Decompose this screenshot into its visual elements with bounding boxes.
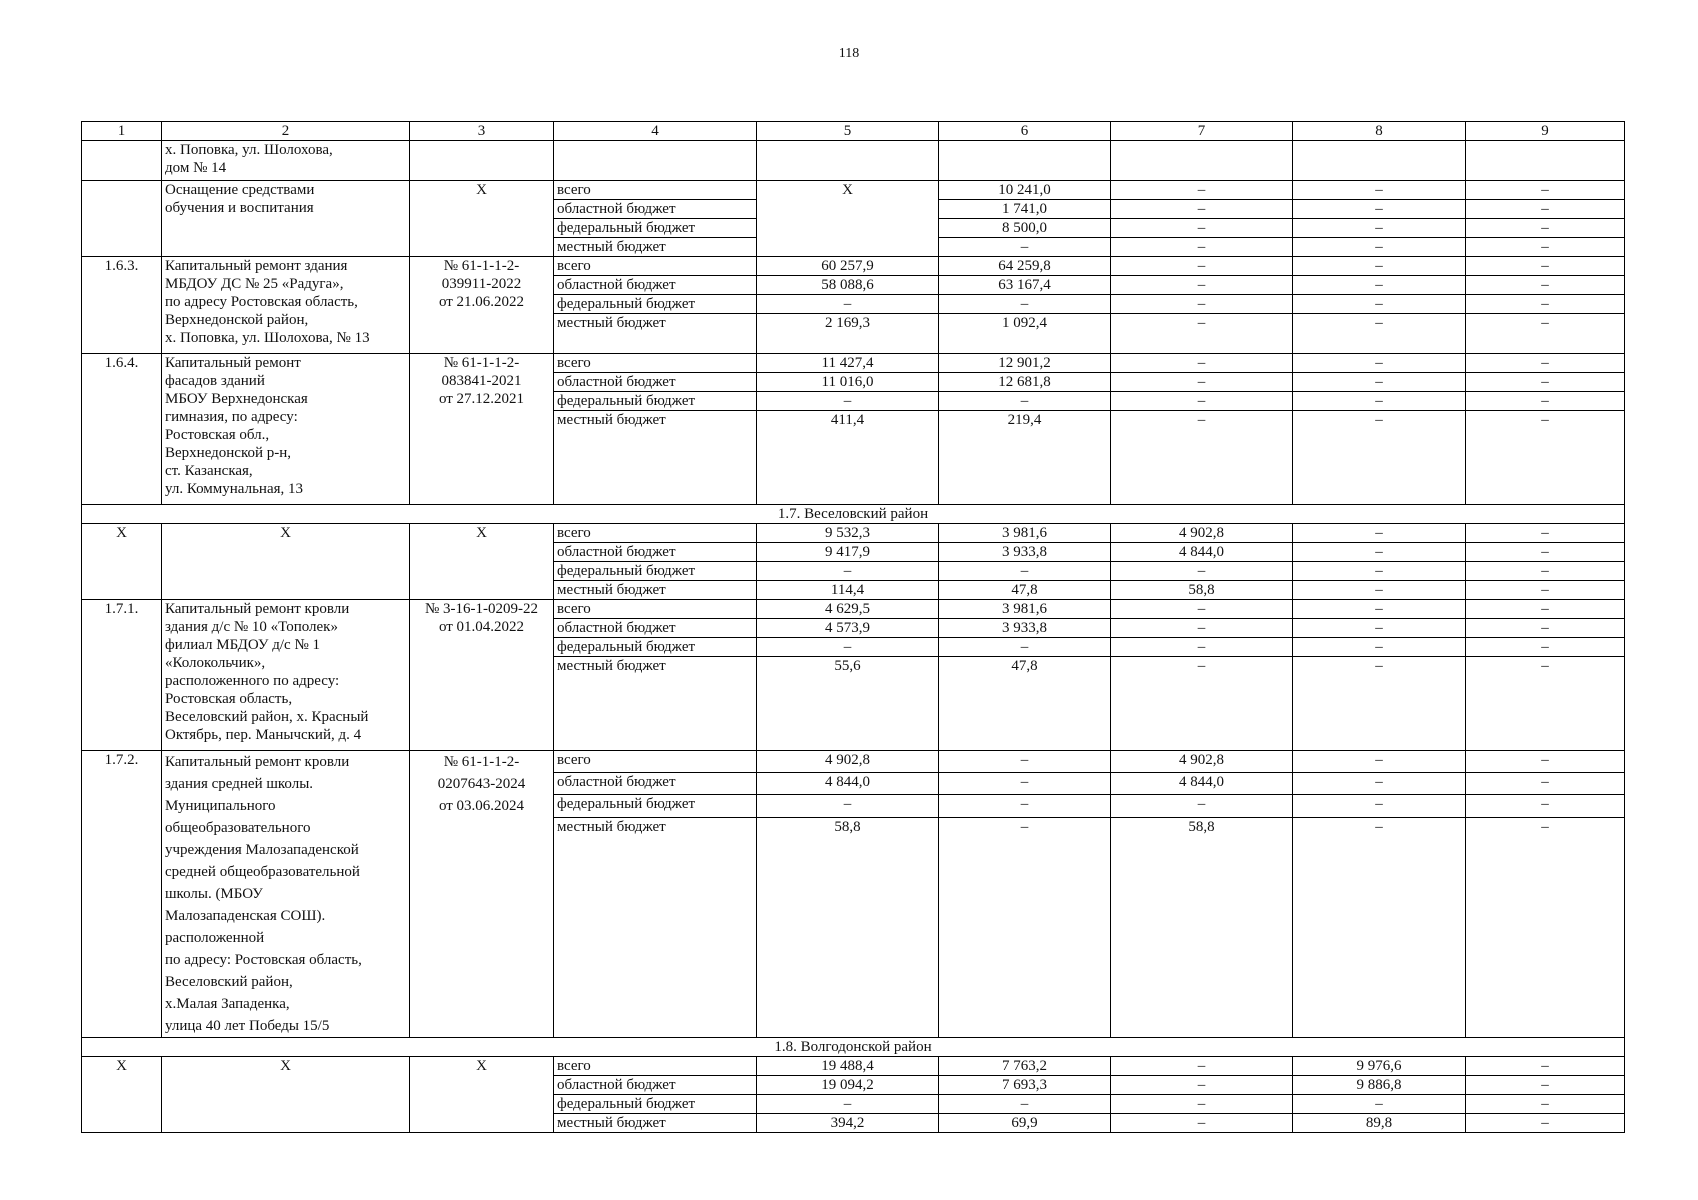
value-cell: – [1111, 795, 1293, 817]
object-name-cell: Капитальный ремонт кровли здания д/с № 10 «Тополек» филиал МБДОУ д/с № 1 «Колокольчик», расположенного по адресу: Ростовская область, Веселовский район, х. Красный Октябрь, пер. Манычский, д. 4 [162, 600, 410, 751]
value-cell: – [1466, 411, 1625, 505]
value-cell: – [939, 392, 1111, 411]
document-cell: № 61-1-1-2- 0207643-2024 от 03.06.2024 [410, 751, 554, 1038]
value-cell: – [1111, 257, 1293, 276]
value-cell: 60 257,9 [757, 257, 939, 276]
value-cell: – [1111, 600, 1293, 619]
value-cell: – [1293, 373, 1466, 392]
value-cell: 19 488,4 [757, 1057, 939, 1076]
value-cell: – [1111, 1076, 1293, 1095]
value-cell: – [939, 238, 1111, 257]
value-cell: – [1466, 314, 1625, 354]
value-cell: – [1111, 200, 1293, 219]
value-cell: – [1466, 524, 1625, 543]
value-cell: 219,4 [939, 411, 1111, 505]
value-cell: 63 167,4 [939, 276, 1111, 295]
value-cell: 47,8 [939, 657, 1111, 751]
value-cell: 58,8 [1111, 817, 1293, 1037]
budget-label-regional: областной бюджет [554, 1076, 757, 1095]
budget-label-regional: областной бюджет [554, 276, 757, 295]
value-cell: 47,8 [939, 581, 1111, 600]
value-cell: – [1111, 314, 1293, 354]
value-cell: – [1466, 543, 1625, 562]
value-cell: 9 532,3 [757, 524, 939, 543]
row-number-cell [82, 141, 162, 181]
value-cell: 58 088,6 [757, 276, 939, 295]
value-cell: 9 976,6 [1293, 1057, 1466, 1076]
budget-label-local: местный бюджет [554, 657, 757, 751]
budget-label-local: местный бюджет [554, 581, 757, 600]
value-cell: 19 094,2 [757, 1076, 939, 1095]
value-cell: – [1111, 562, 1293, 581]
value-cell: 4 844,0 [1111, 543, 1293, 562]
value-cell: – [1293, 238, 1466, 257]
table-body [82, 122, 1625, 1133]
budget-label-cell [554, 141, 757, 181]
value-cell: – [1293, 200, 1466, 219]
column-number: 5 [757, 122, 939, 141]
value-cell: 4 902,8 [1111, 751, 1293, 773]
value-cell: – [1111, 1057, 1293, 1076]
table-row [82, 1057, 1625, 1076]
budget-label-regional: областной бюджет [554, 619, 757, 638]
value-cell: 1 092,4 [939, 314, 1111, 354]
value-cell: – [1466, 1095, 1625, 1114]
table-row [82, 751, 1625, 773]
value-cell: – [1466, 1076, 1625, 1095]
value-cell: 3 981,6 [939, 600, 1111, 619]
document-cell: Х [410, 524, 554, 600]
table-row [82, 524, 1625, 543]
value-cell: – [1466, 276, 1625, 295]
value-cell: – [1466, 581, 1625, 600]
value-cell: – [1293, 314, 1466, 354]
value-cell: – [1293, 581, 1466, 600]
estimated-cost-cell: Х [757, 181, 939, 257]
value-cell: – [1111, 1095, 1293, 1114]
document-cell: № 61-1-1-2- 039911-2022 от 21.06.2022 [410, 257, 554, 354]
value-cell: – [1293, 354, 1466, 373]
value-cell: – [1466, 219, 1625, 238]
budget-label-regional: областной бюджет [554, 373, 757, 392]
value-cell: 394,2 [757, 1114, 939, 1133]
value-cell: – [1466, 817, 1625, 1037]
object-name-cell: Оснащение средствами обучения и воспитания [162, 181, 410, 257]
column-number: 9 [1466, 122, 1625, 141]
object-name-cell: Х [162, 1057, 410, 1133]
value-cell: – [1293, 773, 1466, 795]
value-cell: – [1466, 773, 1625, 795]
object-name-cell: Капитальный ремонт здания МБДОУ ДС № 25 «Радуга», по адресу Ростовская область, Верхнедонской район, х. Поповка, ул. Шолохова, № 13 [162, 257, 410, 354]
value-cell: 8 500,0 [939, 219, 1111, 238]
budget-label-local: местный бюджет [554, 817, 757, 1037]
value-cell: – [1466, 181, 1625, 200]
document-cell: № 3-16-1-0209-22 от 01.04.2022 [410, 600, 554, 751]
value-cell: – [757, 295, 939, 314]
value-cell: – [1466, 257, 1625, 276]
budget-label-total: всего [554, 600, 757, 619]
value-cell [1111, 141, 1293, 181]
value-cell: – [1293, 295, 1466, 314]
value-cell: – [1293, 638, 1466, 657]
value-cell: – [1111, 1114, 1293, 1133]
section-header-row [82, 1038, 1625, 1057]
value-cell: – [1111, 638, 1293, 657]
value-cell: – [1111, 276, 1293, 295]
value-cell: 9 886,8 [1293, 1076, 1466, 1095]
column-number: 6 [939, 122, 1111, 141]
value-cell: – [1111, 354, 1293, 373]
value-cell: – [1466, 200, 1625, 219]
value-cell: – [1293, 276, 1466, 295]
value-cell: – [1466, 1114, 1625, 1133]
value-cell: – [1466, 392, 1625, 411]
document-cell: Х [410, 181, 554, 257]
column-number: 8 [1293, 122, 1466, 141]
value-cell: 55,6 [757, 657, 939, 751]
value-cell: 4 629,5 [757, 600, 939, 619]
value-cell: 89,8 [1293, 1114, 1466, 1133]
value-cell: – [1466, 795, 1625, 817]
value-cell: 4 902,8 [1111, 524, 1293, 543]
value-cell: – [757, 795, 939, 817]
value-cell: – [1466, 619, 1625, 638]
column-number: 7 [1111, 122, 1293, 141]
budget-label-local: местный бюджет [554, 314, 757, 354]
value-cell: – [1293, 619, 1466, 638]
value-cell: 4 844,0 [757, 773, 939, 795]
value-cell [1293, 141, 1466, 181]
table-row [82, 141, 1625, 181]
table-row [82, 257, 1625, 276]
value-cell: – [1466, 354, 1625, 373]
value-cell: 2 169,3 [757, 314, 939, 354]
value-cell: – [757, 1095, 939, 1114]
budget-label-total: всего [554, 354, 757, 373]
budget-label-federal: федеральный бюджет [554, 638, 757, 657]
page-number: 118 [838, 46, 860, 61]
value-cell: 4 844,0 [1111, 773, 1293, 795]
value-cell: 3 933,8 [939, 619, 1111, 638]
value-cell: – [1293, 795, 1466, 817]
budget-label-regional: областной бюджет [554, 773, 757, 795]
document-cell: Х [410, 1057, 554, 1133]
row-number-cell: Х [82, 524, 162, 600]
value-cell [757, 141, 939, 181]
row-number-cell: Х [82, 1057, 162, 1133]
value-cell: 3 981,6 [939, 524, 1111, 543]
budget-label-total: всего [554, 1057, 757, 1076]
value-cell: – [1293, 392, 1466, 411]
value-cell: – [1293, 411, 1466, 505]
value-cell: – [1111, 392, 1293, 411]
value-cell: – [1293, 657, 1466, 751]
row-number-cell: 1.7.2. [82, 751, 162, 1038]
value-cell: – [1293, 600, 1466, 619]
value-cell: – [1466, 373, 1625, 392]
value-cell: – [757, 392, 939, 411]
value-cell: – [1293, 181, 1466, 200]
value-cell: 69,9 [939, 1114, 1111, 1133]
value-cell: – [1466, 1057, 1625, 1076]
value-cell: – [1466, 295, 1625, 314]
value-cell: 9 417,9 [757, 543, 939, 562]
value-cell: – [939, 795, 1111, 817]
column-header-row [82, 122, 1625, 141]
value-cell: – [1293, 257, 1466, 276]
row-number-cell: 1.6.4. [82, 354, 162, 505]
section-title: 1.8. Волгодонской район [82, 1038, 1625, 1057]
budget-label-total: всего [554, 524, 757, 543]
value-cell: – [1111, 657, 1293, 751]
value-cell: 7 693,3 [939, 1076, 1111, 1095]
object-name-cell: Капитальный ремонт кровли здания средней школы. Муниципального общеобразовательного учреждения Малозападенской средней общеобразовательной школы. (МБОУ Малозападенская СОШ). расположенной по адресу: Ростовская область, Веселовский район, х.Малая Западенка, улица 40 лет Победы 15/5 [162, 751, 410, 1038]
budget-table [81, 121, 1625, 1133]
value-cell: – [939, 638, 1111, 657]
value-cell: – [1466, 600, 1625, 619]
value-cell: – [1466, 657, 1625, 751]
value-cell: – [1111, 219, 1293, 238]
budget-label-regional: областной бюджет [554, 543, 757, 562]
value-cell: 12 901,2 [939, 354, 1111, 373]
column-number: 3 [410, 122, 554, 141]
value-cell: 411,4 [757, 411, 939, 505]
object-name-cell: Х [162, 524, 410, 600]
value-cell: – [1466, 238, 1625, 257]
value-cell: 11 427,4 [757, 354, 939, 373]
budget-label-federal: федеральный бюджет [554, 295, 757, 314]
value-cell: – [1111, 295, 1293, 314]
column-number: 1 [82, 122, 162, 141]
value-cell: – [1293, 219, 1466, 238]
value-cell: – [1293, 817, 1466, 1037]
value-cell: – [1466, 562, 1625, 581]
table-row [82, 181, 1625, 200]
value-cell: – [1293, 1095, 1466, 1114]
value-cell: – [1111, 411, 1293, 505]
value-cell: – [939, 817, 1111, 1037]
budget-label-federal: федеральный бюджет [554, 1095, 757, 1114]
value-cell: 58,8 [1111, 581, 1293, 600]
budget-label-local: местный бюджет [554, 238, 757, 257]
section-title: 1.7. Веселовский район [82, 505, 1625, 524]
value-cell: 114,4 [757, 581, 939, 600]
value-cell: 11 016,0 [757, 373, 939, 392]
document-cell: № 61-1-1-2- 083841-2021 от 27.12.2021 [410, 354, 554, 505]
row-number-cell: 1.6.3. [82, 257, 162, 354]
value-cell: – [757, 562, 939, 581]
value-cell: – [1293, 751, 1466, 773]
column-number: 2 [162, 122, 410, 141]
value-cell: – [1293, 543, 1466, 562]
value-cell: – [1111, 181, 1293, 200]
section-header-row [82, 505, 1625, 524]
value-cell: – [939, 562, 1111, 581]
value-cell: – [1466, 638, 1625, 657]
value-cell: – [939, 295, 1111, 314]
value-cell: 12 681,8 [939, 373, 1111, 392]
value-cell: 58,8 [757, 817, 939, 1037]
budget-label-federal: федеральный бюджет [554, 562, 757, 581]
value-cell [939, 141, 1111, 181]
object-name-cell: х. Поповка, ул. Шолохова, дом № 14 [162, 141, 410, 181]
value-cell: 1 741,0 [939, 200, 1111, 219]
budget-label-total: всего [554, 257, 757, 276]
value-cell: – [1111, 373, 1293, 392]
value-cell: – [1293, 562, 1466, 581]
value-cell: – [939, 1095, 1111, 1114]
value-cell: 10 241,0 [939, 181, 1111, 200]
value-cell: – [939, 773, 1111, 795]
value-cell: 4 573,9 [757, 619, 939, 638]
value-cell: – [1111, 238, 1293, 257]
row-number-cell [82, 181, 162, 257]
budget-label-total: всего [554, 181, 757, 200]
budget-label-local: местный бюджет [554, 1114, 757, 1133]
value-cell [1466, 141, 1625, 181]
value-cell: 7 763,2 [939, 1057, 1111, 1076]
document-cell [410, 141, 554, 181]
budget-label-federal: федеральный бюджет [554, 392, 757, 411]
budget-label-federal: федеральный бюджет [554, 219, 757, 238]
value-cell: 64 259,8 [939, 257, 1111, 276]
budget-label-regional: областной бюджет [554, 200, 757, 219]
value-cell: – [1466, 751, 1625, 773]
value-cell: – [939, 751, 1111, 773]
value-cell: – [757, 638, 939, 657]
value-cell: 3 933,8 [939, 543, 1111, 562]
budget-label-local: местный бюджет [554, 411, 757, 505]
budget-label-federal: федеральный бюджет [554, 795, 757, 817]
value-cell: 4 902,8 [757, 751, 939, 773]
table-row [82, 354, 1625, 373]
value-cell: – [1293, 524, 1466, 543]
value-cell: – [1111, 619, 1293, 638]
column-number: 4 [554, 122, 757, 141]
row-number-cell: 1.7.1. [82, 600, 162, 751]
budget-label-total: всего [554, 751, 757, 773]
table-row [82, 600, 1625, 619]
object-name-cell: Капитальный ремонт фасадов зданий МБОУ Верхнедонская гимназия, по адресу: Ростовская обл., Верхнедонской р-н, ст. Казанская, ул. Коммунальная, 13 [162, 354, 410, 505]
